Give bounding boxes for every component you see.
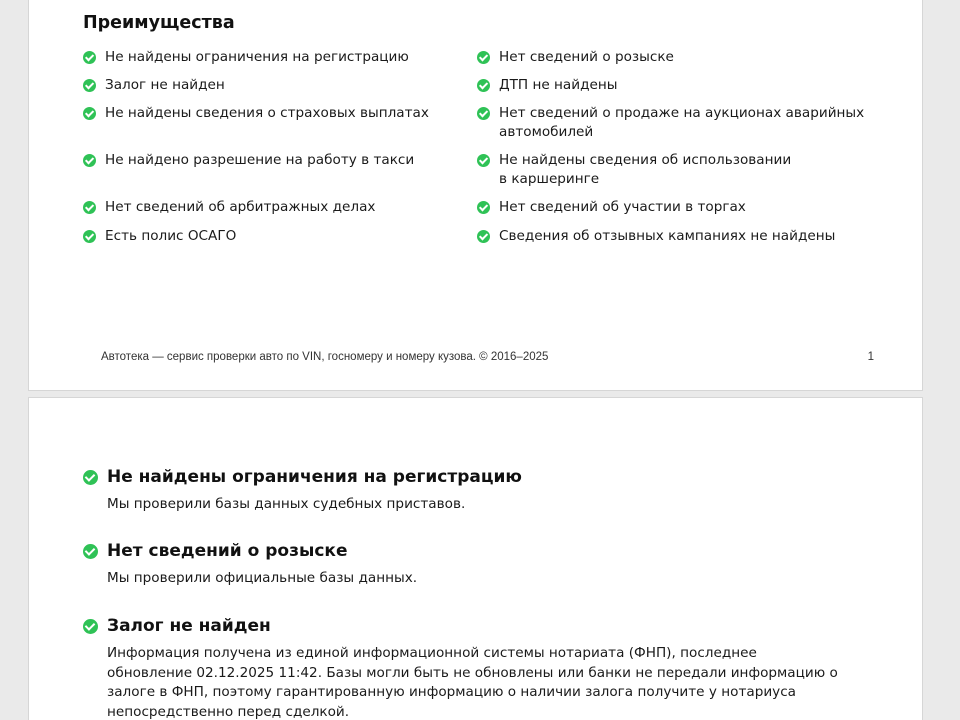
advantage-item	[83, 151, 414, 170]
check-circle-icon	[477, 107, 490, 120]
advantage-text: Нет сведений об участии в торгах	[499, 199, 746, 215]
detail-header	[83, 541, 853, 561]
advantage-text: Не найдены сведения о страховых выплатах	[105, 105, 429, 121]
advantage-text-line: автомобилей	[499, 124, 594, 140]
check-circle-icon	[83, 544, 98, 559]
check-circle-icon	[83, 619, 98, 634]
advantage-item	[83, 198, 375, 217]
advantage-item	[477, 198, 746, 217]
detail-header	[83, 616, 853, 636]
advantages-title: Преимущества	[83, 13, 235, 33]
check-circle-icon	[83, 79, 96, 92]
check-circle-icon	[83, 51, 96, 64]
advantage-text: Сведения об отзывных кампаниях не найдены	[499, 228, 836, 244]
detail-line: Мы проверили базы данных судебных приставов.	[107, 496, 466, 512]
advantage-item	[83, 227, 236, 246]
advantage-text: Есть полис ОСАГО	[105, 228, 237, 244]
check-circle-icon	[83, 230, 96, 243]
advantage-item	[477, 151, 791, 189]
advantage-text: Залог не найден	[105, 77, 225, 93]
advantage-text-line: Нет сведений о продаже на аукционах аварийных	[499, 105, 865, 121]
detail-section	[83, 541, 853, 589]
page-number: 1	[867, 351, 874, 363]
detail-title: Нет сведений о розыске	[107, 541, 348, 561]
detail-section	[83, 467, 853, 515]
detail-line: залоге в ФНП, поэтому гарантированную информацию о наличии залога получите у нотариуса	[107, 684, 796, 700]
advantage-item	[83, 104, 429, 123]
report-page-2	[28, 397, 923, 720]
advantage-item	[83, 48, 409, 67]
advantage-item	[477, 104, 864, 142]
check-circle-icon	[83, 201, 96, 214]
advantage-text	[499, 151, 791, 189]
check-circle-icon	[477, 51, 490, 64]
report-page-1	[28, 0, 923, 391]
check-circle-icon	[83, 470, 98, 485]
page-footer: Автотека — сервис проверки авто по VIN, госномеру и номеру кузова. © 2016–2025	[101, 351, 549, 363]
advantage-item	[477, 76, 617, 95]
detail-title: Залог не найден	[107, 616, 271, 636]
advantage-item	[477, 48, 674, 67]
detail-header	[83, 467, 853, 487]
detail-line: обновление 02.12.2025 11:42. Базы могли быть не обновлены или банки не передали информацию о	[107, 664, 838, 681]
advantage-text: Не найдено разрешение на работу в такси	[105, 152, 415, 168]
advantage-item	[477, 227, 835, 246]
check-circle-icon	[477, 201, 490, 214]
check-circle-icon	[477, 154, 490, 167]
advantage-text: ДТП не найдены	[499, 77, 618, 93]
advantage-text-line: Не найдены сведения об использовании	[499, 152, 792, 168]
advantage-text: Нет сведений об арбитражных делах	[105, 199, 376, 215]
advantage-text: Не найдены ограничения на регистрацию	[105, 49, 409, 65]
detail-section	[83, 616, 853, 720]
detail-title: Не найдены ограничения на регистрацию	[107, 467, 522, 487]
advantage-item	[83, 76, 225, 95]
detail-body	[107, 495, 853, 515]
check-circle-icon	[477, 79, 490, 92]
check-circle-icon	[477, 230, 490, 243]
detail-body	[107, 644, 853, 720]
detail-line: Информация получена из единой информационной системы нотариата (ФНП), последнее	[107, 645, 757, 661]
detail-body	[107, 569, 853, 589]
detail-line: Мы проверили официальные базы данных.	[107, 570, 418, 586]
check-circle-icon	[83, 107, 96, 120]
advantage-text	[499, 104, 864, 142]
detail-line: непосредственно перед сделкой.	[107, 703, 350, 720]
advantage-text-line: в каршеринге	[499, 171, 600, 187]
advantage-text: Нет сведений о розыске	[499, 49, 674, 65]
check-circle-icon	[83, 154, 96, 167]
